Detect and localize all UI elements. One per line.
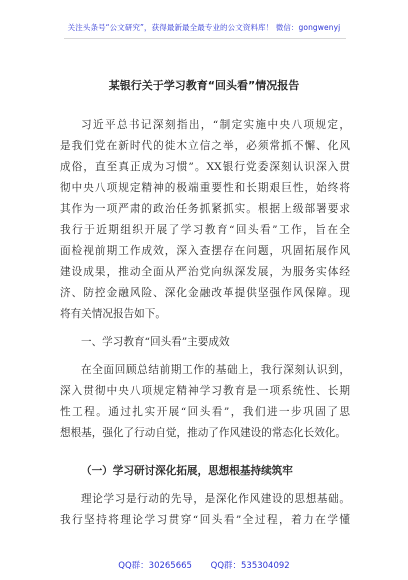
body-line: 习近平总书记深刻指出，“制定实施中央八项规定， <box>81 119 350 131</box>
body-line: 我行坚持将理论学习贯穿“回头看”全过程，着力在学懂 <box>60 514 350 526</box>
body-line: 想根基，强化了行动自觉，推动了作风建设的常态化长效化。 <box>60 427 347 439</box>
footer-qq-group-2: QQ群：535304092 <box>210 561 290 571</box>
subsection-heading: （一）学习研讨深化拓展，思想根基持续筑牢 <box>81 465 293 477</box>
section-heading: 一、学习教育“回头看”主要成效 <box>81 336 230 348</box>
body-line: 我行于近期组织开展了学习教育“回头看”工作，旨在全 <box>60 224 350 236</box>
document-title: 某银行关于学习教育“回头看”情况报告 <box>108 79 300 92</box>
footer <box>0 559 408 571</box>
header-banner: 关注头条号“公文研究”，获得最新最全最专业的公文资料库！ 微信：gongwenyj <box>67 23 341 32</box>
body-line: 性工程。通过扎实开展“回头看”，我们进一步巩固了思 <box>60 406 350 418</box>
body-line: 建设成果，推动全面从严治党向纵深发展，为服务实体经 <box>60 266 350 278</box>
body-line: 理论学习是行动的先导，是深化作风建设的思想基础。 <box>81 493 350 505</box>
body-line: 在全面回顾总结前期工作的基础上，我行深刻认识到， <box>81 364 350 376</box>
footer-qq-group-1: QQ群：30265665 <box>118 561 192 571</box>
body-line: 其作为一项严肃的政治任务抓紧抓实。根据上级部署要求 <box>60 203 350 215</box>
body-line: 将有关情况报告如下。 <box>60 308 166 320</box>
body-line: 深入贯彻中央八项规定精神学习教育是一项系统性、长期 <box>60 385 350 397</box>
body-line: 是我们党在新时代的徙木立信之举，必须常抓不懈、化风 <box>60 140 350 152</box>
body-line: 彻中央八项规定精神的极端重要性和长期艰巨性，始终将 <box>60 182 350 194</box>
header-divider <box>64 38 346 39</box>
body-line: 成俗，直至真正成为习惯”。XX银行党委深刻认识深入贯 <box>60 161 350 173</box>
body-line: 面检视前期工作成效，深入查摆存在问题，巩固拓展作风 <box>60 245 350 257</box>
body-line: 济、防控金融风险、深化金融改革提供坚强作风保障。现 <box>60 287 350 299</box>
